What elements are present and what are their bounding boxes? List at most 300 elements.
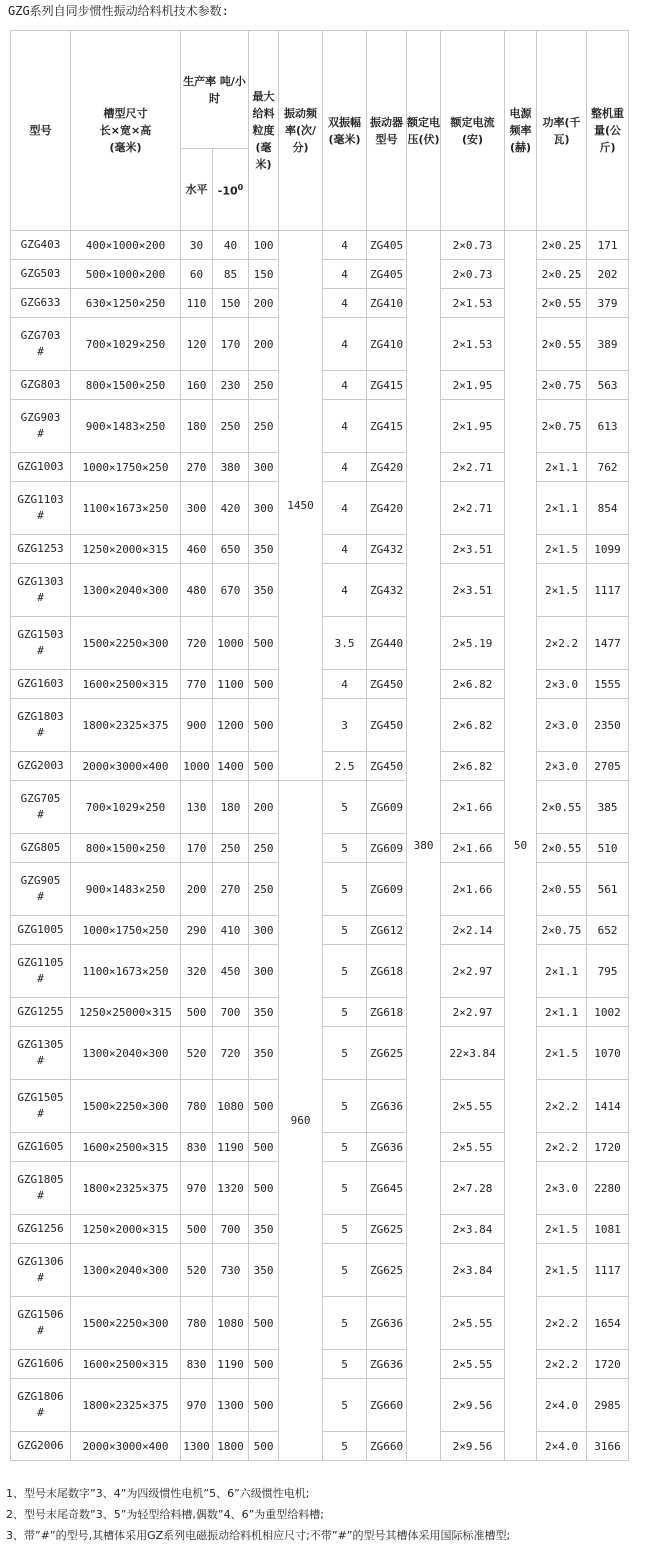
cell-capacity-horizontal: 780 [181,1080,213,1133]
cell-amplitude: 4 [323,371,367,400]
cell-current: 2×1.53 [441,318,505,371]
cell-vibrator: ZG625 [367,1244,407,1297]
cell-model: GZG1103 # [11,482,71,535]
cell-weight: 762 [587,453,629,482]
cell-weight: 379 [587,289,629,318]
cell-capacity-horizontal: 170 [181,834,213,863]
cell-capacity-incline: 720 [213,1027,249,1080]
cell-trough-size: 1600×2500×315 [71,1133,181,1162]
cell-max-particle: 250 [249,863,279,916]
cell-power: 2×1.5 [537,1215,587,1244]
cell-max-particle: 250 [249,834,279,863]
cell-weight: 1099 [587,535,629,564]
cell-trough-size: 1800×2325×375 [71,699,181,752]
cell-weight: 1002 [587,998,629,1027]
cell-amplitude: 5 [323,1350,367,1379]
cell-weight: 1720 [587,1350,629,1379]
header-voltage: 额定电压(伏) [407,31,441,231]
cell-current: 2×1.95 [441,400,505,453]
cell-vibrator: ZG609 [367,834,407,863]
cell-power: 2×0.55 [537,289,587,318]
cell-power: 2×3.0 [537,699,587,752]
cell-current: 2×1.95 [441,371,505,400]
cell-trough-size: 1300×2040×300 [71,1244,181,1297]
cell-trough-size: 1250×2000×315 [71,535,181,564]
cell-amplitude: 5 [323,1215,367,1244]
cell-vibrator: ZG440 [367,617,407,670]
cell-amplitude: 5 [323,916,367,945]
cell-capacity-horizontal: 720 [181,617,213,670]
cell-vibrator: ZG636 [367,1350,407,1379]
cell-amplitude: 5 [323,998,367,1027]
cell-current: 2×1.66 [441,781,505,834]
cell-power: 2×2.2 [537,1080,587,1133]
cell-current: 2×5.55 [441,1297,505,1350]
cell-vibrator: ZG645 [367,1162,407,1215]
cell-current: 2×2.14 [441,916,505,945]
cell-max-particle: 350 [249,1244,279,1297]
header-current: 额定电流(安) [441,31,505,231]
cell-amplitude: 5 [323,1162,367,1215]
cell-capacity-incline: 170 [213,318,249,371]
cell-vibrator: ZG636 [367,1133,407,1162]
cell-amplitude: 4 [323,482,367,535]
cell-max-particle: 500 [249,1162,279,1215]
cell-power: 2×1.1 [537,453,587,482]
cell-capacity-horizontal: 320 [181,945,213,998]
cell-capacity-incline: 230 [213,371,249,400]
cell-model: GZG633 [11,289,71,318]
cell-capacity-horizontal: 300 [181,482,213,535]
cell-capacity-incline: 180 [213,781,249,834]
cell-vibrator: ZG636 [367,1080,407,1133]
cell-max-particle: 200 [249,781,279,834]
header-frequency: 振动频率(次/分) [279,31,323,231]
cell-capacity-horizontal: 770 [181,670,213,699]
cell-power: 2×0.75 [537,916,587,945]
cell-amplitude: 5 [323,834,367,863]
cell-capacity-horizontal: 900 [181,699,213,752]
cell-weight: 2985 [587,1379,629,1432]
cell-trough-size: 500×1000×200 [71,260,181,289]
cell-vibrator: ZG410 [367,318,407,371]
cell-max-particle: 500 [249,1297,279,1350]
cell-capacity-incline: 270 [213,863,249,916]
cell-capacity-horizontal: 110 [181,289,213,318]
cell-max-particle: 500 [249,617,279,670]
cell-trough-size: 800×1500×250 [71,834,181,863]
cell-weight: 202 [587,260,629,289]
cell-current: 2×3.84 [441,1244,505,1297]
header-amplitude: 双振幅(毫米) [323,31,367,231]
cell-weight: 613 [587,400,629,453]
page-title: GZG系列自同步惯性振动给料机技术参数: [8,4,229,18]
cell-trough-size: 700×1029×250 [71,318,181,371]
cell-model: GZG1506 # [11,1297,71,1350]
cell-current: 2×1.53 [441,289,505,318]
notes [6,1483,646,1546]
header-row [11,31,629,149]
cell-capacity-horizontal: 1300 [181,1432,213,1461]
cell-power: 2×0.75 [537,371,587,400]
cell-trough-size: 1500×2250×300 [71,1080,181,1133]
cell-current: 2×2.97 [441,998,505,1027]
cell-model: GZG1805 # [11,1162,71,1215]
cell-power: 2×0.55 [537,834,587,863]
cell-power: 2×1.5 [537,1027,587,1080]
cell-trough-size: 2000×3000×400 [71,752,181,781]
cell-current: 2×5.55 [441,1080,505,1133]
cell-power: 2×1.5 [537,535,587,564]
cell-trough-size: 1100×1673×250 [71,945,181,998]
note-1: 1、型号末尾数字”3、4”为四级惯性电机”5、6”六级惯性电机; [6,1487,310,1500]
cell-model: GZG1303 # [11,564,71,617]
cell-model: GZG1105 # [11,945,71,998]
cell-model: GZG903 # [11,400,71,453]
cell-power: 2×2.2 [537,1133,587,1162]
cell-amplitude: 3 [323,699,367,752]
cell-model: GZG1003 [11,453,71,482]
cell-model: GZG1305 # [11,1027,71,1080]
cell-capacity-horizontal: 520 [181,1027,213,1080]
cell-capacity-incline: 1300 [213,1379,249,1432]
cell-model: GZG1503 # [11,617,71,670]
cell-weight: 1117 [587,564,629,617]
cell-power: 2×4.0 [537,1379,587,1432]
cell-model: GZG1306 # [11,1244,71,1297]
cell-model: GZG1806 # [11,1379,71,1432]
cell-weight: 1081 [587,1215,629,1244]
cell-model: GZG1605 [11,1133,71,1162]
cell-vibrator: ZG625 [367,1027,407,1080]
cell-capacity-horizontal: 30 [181,231,213,260]
cell-current: 2×6.82 [441,670,505,699]
cell-current: 2×6.82 [441,752,505,781]
cell-amplitude: 4 [323,535,367,564]
cell-capacity-horizontal: 970 [181,1162,213,1215]
cell-current: 2×2.97 [441,945,505,998]
cell-capacity-incline: 85 [213,260,249,289]
cell-weight: 2280 [587,1162,629,1215]
cell-capacity-horizontal: 120 [181,318,213,371]
cell-amplitude: 4 [323,670,367,699]
cell-current: 2×5.55 [441,1350,505,1379]
cell-capacity-incline: 250 [213,400,249,453]
cell-trough-size: 700×1029×250 [71,781,181,834]
header-vibrator: 振动器型号 [367,31,407,231]
table-row [11,231,629,260]
cell-vibrator: ZG450 [367,752,407,781]
cell-power: 2×1.1 [537,998,587,1027]
cell-capacity-incline: 420 [213,482,249,535]
cell-model: GZG905 # [11,863,71,916]
cell-vibrator: ZG410 [367,289,407,318]
cell-max-particle: 250 [249,371,279,400]
note-3: 3、带”#”的型号,其槽体采用GZ系列电磁振动给料机相应尺寸;不带”#”的型号其槽体采用国际标准槽型; [6,1529,511,1542]
header-model: 型号 [11,31,71,231]
cell-power: 2×0.55 [537,318,587,371]
cell-weight: 854 [587,482,629,535]
cell-max-particle: 350 [249,1027,279,1080]
cell-current: 2×5.55 [441,1133,505,1162]
cell-capacity-horizontal: 200 [181,863,213,916]
cell-model: GZG1256 [11,1215,71,1244]
header-capacity: 生产率 吨/小时 [181,31,249,149]
cell-vibrator: ZG420 [367,453,407,482]
cell-current: 2×6.82 [441,699,505,752]
cell-capacity-incline: 40 [213,231,249,260]
cell-current: 2×1.66 [441,863,505,916]
cell-trough-size: 1800×2325×375 [71,1379,181,1432]
cell-current: 2×3.51 [441,535,505,564]
cell-max-particle: 500 [249,1379,279,1432]
cell-trough-size: 1100×1673×250 [71,482,181,535]
cell-vibrator: ZG405 [367,260,407,289]
cell-current: 2×2.71 [441,482,505,535]
cell-max-particle: 350 [249,1215,279,1244]
cell-capacity-incline: 1800 [213,1432,249,1461]
cell-current: 2×0.73 [441,260,505,289]
cell-current: 2×0.73 [441,231,505,260]
cell-weight: 2705 [587,752,629,781]
header-weight: 整机重量(公斤) [587,31,629,231]
cell-capacity-incline: 700 [213,1215,249,1244]
cell-capacity-incline: 650 [213,535,249,564]
cell-trough-size: 1500×2250×300 [71,617,181,670]
cell-capacity-horizontal: 780 [181,1297,213,1350]
cell-amplitude: 4 [323,289,367,318]
cell-model: GZG2006 [11,1432,71,1461]
cell-power: 2×0.25 [537,231,587,260]
cell-capacity-horizontal: 970 [181,1379,213,1432]
cell-max-particle: 500 [249,670,279,699]
cell-power-frequency: 50 [505,231,537,1461]
cell-vibrator: ZG660 [367,1379,407,1432]
cell-power: 2×3.0 [537,752,587,781]
cell-max-particle: 300 [249,453,279,482]
cell-weight: 795 [587,945,629,998]
cell-capacity-incline: 670 [213,564,249,617]
cell-power: 2×2.2 [537,1350,587,1379]
header-trough-size: 槽型尺寸 长×宽×高 (毫米) [71,31,181,231]
cell-capacity-incline: 1190 [213,1133,249,1162]
cell-weight: 563 [587,371,629,400]
cell-current: 2×1.66 [441,834,505,863]
cell-capacity-incline: 730 [213,1244,249,1297]
cell-amplitude: 3.5 [323,617,367,670]
cell-model: GZG803 [11,371,71,400]
cell-power: 2×0.25 [537,260,587,289]
cell-capacity-horizontal: 830 [181,1350,213,1379]
cell-vibrator: ZG660 [367,1432,407,1461]
cell-max-particle: 150 [249,260,279,289]
cell-trough-size: 1000×1750×250 [71,453,181,482]
cell-current: 22×3.84 [441,1027,505,1080]
cell-max-particle: 500 [249,1432,279,1461]
cell-max-particle: 350 [249,998,279,1027]
cell-trough-size: 630×1250×250 [71,289,181,318]
cell-capacity-horizontal: 290 [181,916,213,945]
cell-capacity-horizontal: 180 [181,400,213,453]
cell-weight: 171 [587,231,629,260]
cell-amplitude: 5 [323,781,367,834]
cell-power: 2×0.55 [537,863,587,916]
cell-capacity-incline: 1000 [213,617,249,670]
cell-model: GZG503 [11,260,71,289]
cell-weight: 652 [587,916,629,945]
cell-capacity-incline: 250 [213,834,249,863]
header-incline-label: -10 [217,184,238,198]
cell-model: GZG705 # [11,781,71,834]
header-incline [213,149,249,231]
cell-model: GZG1606 [11,1350,71,1379]
cell-capacity-incline: 1100 [213,670,249,699]
cell-vibrator: ZG450 [367,699,407,752]
cell-weight: 1654 [587,1297,629,1350]
cell-amplitude: 5 [323,1432,367,1461]
cell-vibrator: ZG420 [367,482,407,535]
cell-capacity-horizontal: 520 [181,1244,213,1297]
cell-amplitude: 4 [323,564,367,617]
cell-capacity-horizontal: 830 [181,1133,213,1162]
header-power-frequency: 电源频率(赫) [505,31,537,231]
cell-amplitude: 5 [323,1133,367,1162]
cell-weight: 1555 [587,670,629,699]
cell-power: 2×0.75 [537,400,587,453]
cell-weight: 1720 [587,1133,629,1162]
cell-max-particle: 100 [249,231,279,260]
cell-capacity-horizontal: 270 [181,453,213,482]
cell-capacity-incline: 380 [213,453,249,482]
cell-model: GZG1005 [11,916,71,945]
cell-capacity-horizontal: 480 [181,564,213,617]
cell-amplitude: 4 [323,400,367,453]
cell-amplitude: 5 [323,1080,367,1133]
cell-power: 2×0.55 [537,781,587,834]
cell-vibrator: ZG432 [367,564,407,617]
cell-max-particle: 200 [249,289,279,318]
cell-vibrator: ZG618 [367,998,407,1027]
cell-trough-size: 1500×2250×300 [71,1297,181,1350]
cell-vibrator: ZG609 [367,781,407,834]
cell-capacity-incline: 1400 [213,752,249,781]
cell-vibrator: ZG636 [367,1297,407,1350]
cell-current: 2×2.71 [441,453,505,482]
cell-capacity-horizontal: 130 [181,781,213,834]
cell-capacity-incline: 1320 [213,1162,249,1215]
cell-max-particle: 350 [249,535,279,564]
cell-amplitude: 5 [323,1379,367,1432]
header-incline-degree: 0 [237,183,244,193]
cell-amplitude: 5 [323,945,367,998]
cell-vibrator: ZG405 [367,231,407,260]
cell-vibrator: ZG415 [367,400,407,453]
cell-current: 2×9.56 [441,1379,505,1432]
cell-weight: 561 [587,863,629,916]
cell-weight: 2350 [587,699,629,752]
cell-vibrator: ZG625 [367,1215,407,1244]
cell-model: GZG1255 [11,998,71,1027]
cell-max-particle: 500 [249,699,279,752]
cell-max-particle: 250 [249,400,279,453]
cell-trough-size: 1300×2040×300 [71,1027,181,1080]
cell-vibrator: ZG618 [367,945,407,998]
cell-trough-size: 1600×2500×315 [71,670,181,699]
cell-amplitude: 5 [323,863,367,916]
cell-amplitude: 5 [323,1027,367,1080]
cell-capacity-incline: 1080 [213,1080,249,1133]
cell-capacity-incline: 700 [213,998,249,1027]
cell-capacity-incline: 1080 [213,1297,249,1350]
cell-model: GZG1253 [11,535,71,564]
cell-max-particle: 500 [249,752,279,781]
cell-power: 2×1.5 [537,564,587,617]
spec-table [10,30,629,1461]
cell-vibrator: ZG609 [367,863,407,916]
cell-current: 2×3.84 [441,1215,505,1244]
cell-power: 2×2.2 [537,1297,587,1350]
cell-capacity-horizontal: 500 [181,998,213,1027]
cell-trough-size: 1300×2040×300 [71,564,181,617]
cell-capacity-incline: 450 [213,945,249,998]
cell-max-particle: 300 [249,916,279,945]
cell-current: 2×3.51 [441,564,505,617]
cell-trough-size: 1800×2325×375 [71,1162,181,1215]
cell-trough-size: 800×1500×250 [71,371,181,400]
cell-capacity-horizontal: 460 [181,535,213,564]
cell-power: 2×2.2 [537,617,587,670]
cell-max-particle: 500 [249,1133,279,1162]
cell-capacity-incline: 1190 [213,1350,249,1379]
cell-vibrator: ZG612 [367,916,407,945]
header-power: 功率(千瓦) [537,31,587,231]
cell-model: GZG2003 [11,752,71,781]
cell-amplitude: 5 [323,1244,367,1297]
cell-capacity-incline: 410 [213,916,249,945]
table-row [11,781,629,834]
cell-current: 2×9.56 [441,1432,505,1461]
cell-max-particle: 500 [249,1350,279,1379]
cell-max-particle: 300 [249,482,279,535]
cell-power: 2×4.0 [537,1432,587,1461]
cell-max-particle: 200 [249,318,279,371]
cell-capacity-incline: 150 [213,289,249,318]
cell-model: GZG703 # [11,318,71,371]
cell-model: GZG1603 [11,670,71,699]
cell-weight: 389 [587,318,629,371]
cell-amplitude: 4 [323,453,367,482]
cell-power: 2×3.0 [537,1162,587,1215]
cell-trough-size: 1600×2500×315 [71,1350,181,1379]
cell-trough-size: 1000×1750×250 [71,916,181,945]
cell-max-particle: 350 [249,564,279,617]
cell-model: GZG1803 # [11,699,71,752]
cell-weight: 385 [587,781,629,834]
cell-vibrator: ZG415 [367,371,407,400]
cell-trough-size: 2000×3000×400 [71,1432,181,1461]
cell-amplitude: 4 [323,231,367,260]
cell-frequency-960: 960 [279,781,323,1461]
cell-model: GZG805 [11,834,71,863]
table-body [11,231,629,1461]
header-max-particle: 最大给料粒度(毫米) [249,31,279,231]
cell-trough-size: 1250×25000×315 [71,998,181,1027]
cell-current: 2×5.19 [441,617,505,670]
cell-weight: 1117 [587,1244,629,1297]
cell-trough-size: 400×1000×200 [71,231,181,260]
cell-trough-size: 900×1483×250 [71,863,181,916]
cell-power: 2×3.0 [537,670,587,699]
